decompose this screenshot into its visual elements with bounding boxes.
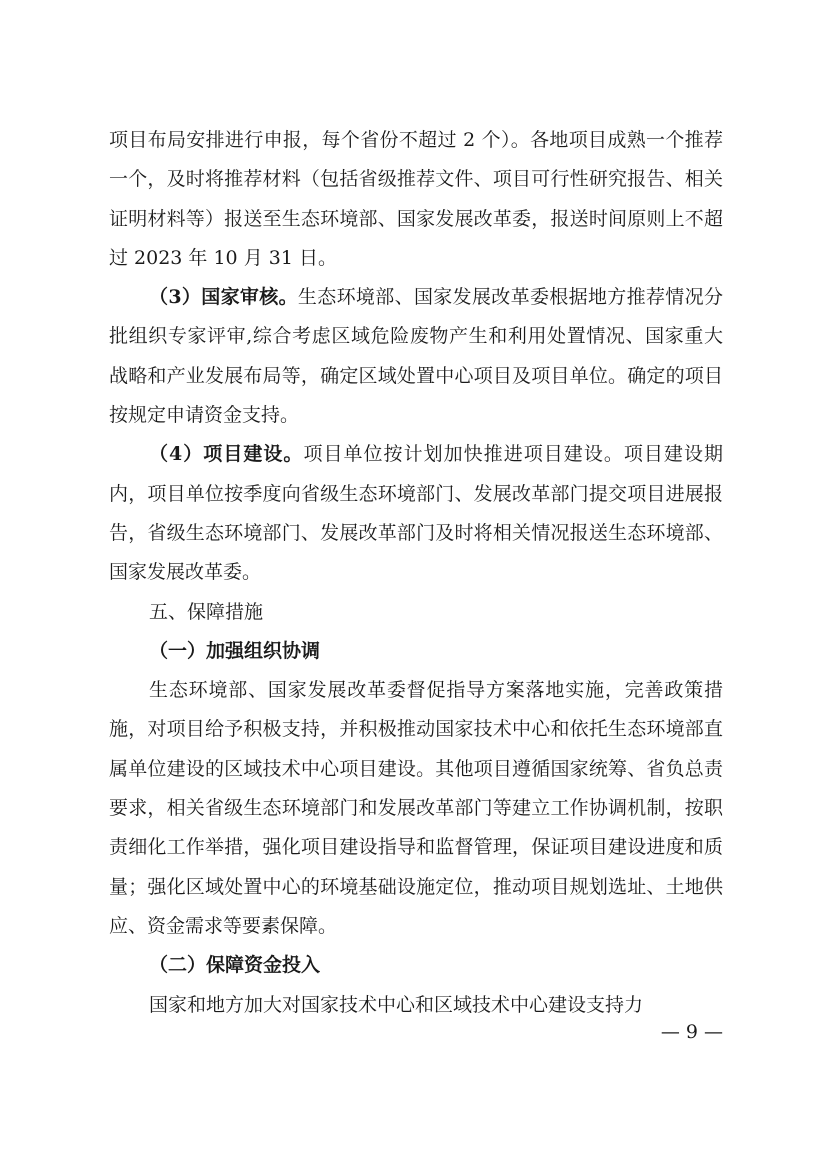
subsection-title-organization: （一）加强组织协调 <box>149 639 321 662</box>
paragraph-lead: （3）国家审核。 <box>149 286 298 309</box>
subsection-title-funding: （二）保障资金投入 <box>149 954 321 977</box>
page-number <box>0 1017 826 1047</box>
paragraph-organization: 生态环境部、国家发展改革委督促指导方案落地实施，完善政策措施，对项目给予积极支持，并积极推动国家技术中心和依托生态环境部直属单位建设的区域技术中心项目建设。其他项目遵循国家统筹、省负总责要求，相关省级生态环境部门和发展改革部门等建立工作协调机制，按职责细化工作举措，强化项目建设指导和监督管理，保证项目建设进度和质量；强化区域处置中心的环境基础设施定位，推动项目规划选址、土地供应、资金需求等要素保障。 <box>109 679 723 937</box>
document-body <box>109 121 723 1025</box>
paragraph-national-review <box>109 278 723 435</box>
paragraph-body: 生态环境部、国家发展改革委根据地方推荐情况分批组织专家评审,综合考虑区域危险废物产生和利用处置情况、国家重大战略和产业发展布局等，确定区域处置中心项目及项目单位。确定的项目按规定申请资金支持。 <box>109 286 723 427</box>
paragraph-continuation: 项目布局安排进行申报，每个省份不超过 2 个）。各地项目成熟一个推荐一个，及时将推荐材料（包括省级推荐文件、项目可行性研究报告、相关证明材料等）报送至生态环境部、国家发展改革委，报送时间原则上不超过 2023 年 10 月 31 日。 <box>109 129 723 269</box>
page-number-text: — 9 — <box>660 1021 723 1043</box>
paragraph-funding: 国家和地方加大对国家技术中心和区域技术中心建设支持力 <box>149 993 644 1016</box>
paragraph-project-construction <box>109 435 723 592</box>
paragraph-body: 项目单位按计划加快推进项目建设。项目建设期内，项目单位按季度向省级生态环境部门、发展改革部门提交项目进展报告，省级生态环境部门、发展改革部门及时将相关情况报送生态环境部、国家发展改革委。 <box>109 443 723 584</box>
paragraph-lead: （4）项目建设。 <box>149 443 304 466</box>
section-heading: 五、保障措施 <box>149 600 264 623</box>
